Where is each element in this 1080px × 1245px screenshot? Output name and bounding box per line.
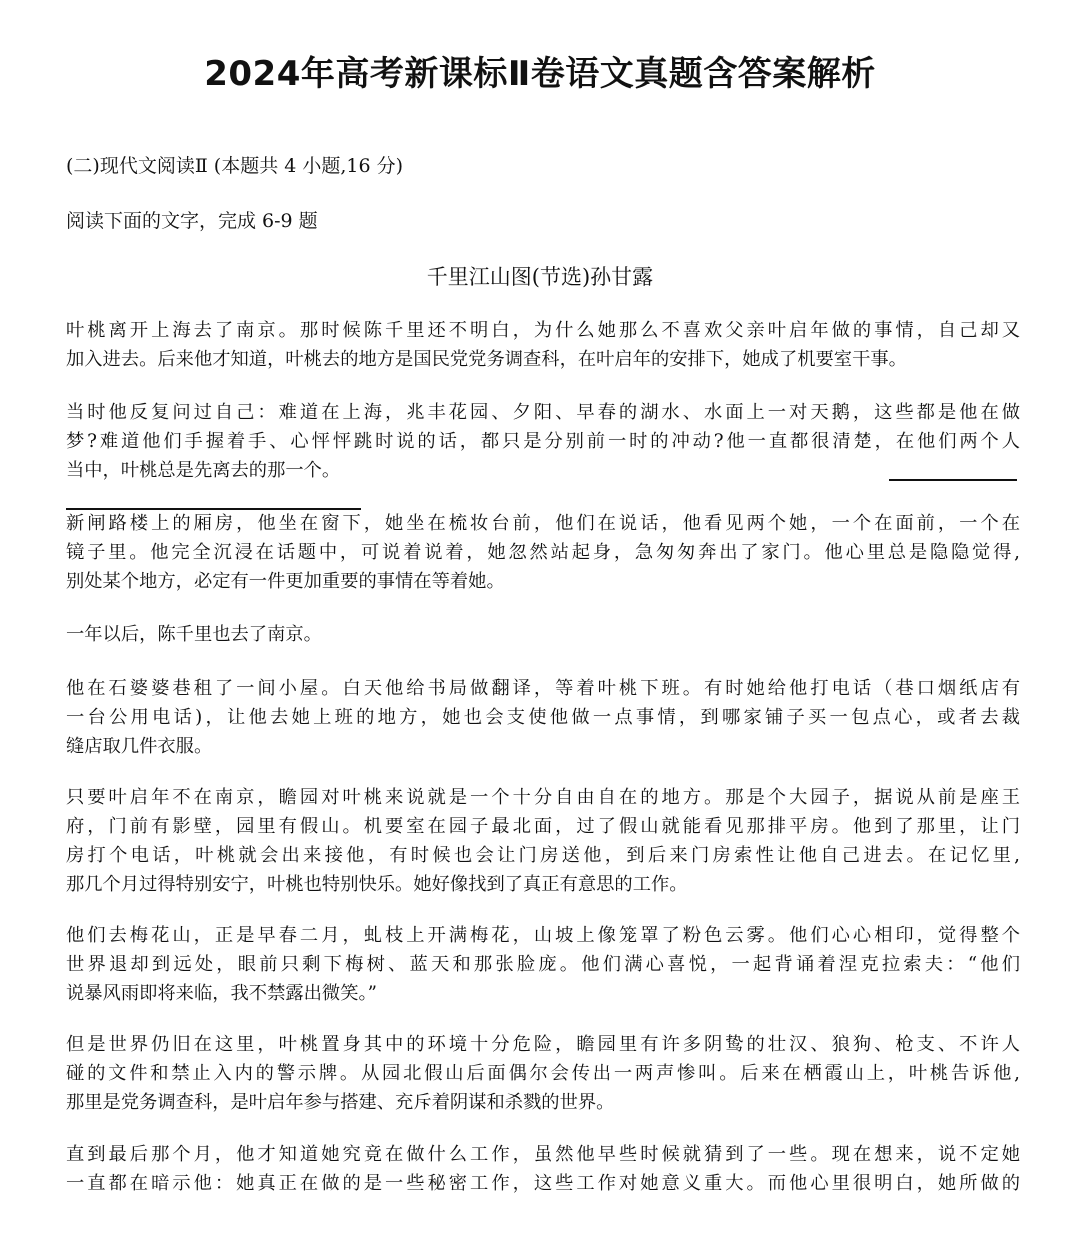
- paragraph-4: [66, 620, 1020, 649]
- paragraph-5: [66, 674, 1020, 761]
- paragraph-line: 当中，叶桃总是先离去的那一个。: [66, 460, 341, 481]
- paragraph-line: 一年以后，陈千里也去了南京。: [66, 624, 322, 645]
- paragraph-line: 梦?难道他们手握着手、心怦怦跳时说的话，都只是分别前一时的冲动?他一直都很清楚，在他们两个人: [66, 431, 1020, 452]
- paragraph-line: 一直都在暗示他：她真正在做的是一些秘密工作，这些工作对她意义重大。而他心里很明白，她所做的: [66, 1173, 1020, 1194]
- paragraph-line: 叶桃离开上海去了南京。那时候陈千里还不明白，为什么她那么不喜欢父亲叶启年做的事情，自己却又: [66, 320, 1020, 341]
- paragraph-line: 那里是党务调查科，是叶启年参与搭建、充斥着阴谋和杀戮的世界。: [66, 1092, 615, 1113]
- paragraph-line: 镜子里。他完全沉浸在话题中，可说着说着，她忽然站起身，急匆匆奔出了家门。他心里总是隐隐觉得,: [66, 542, 1020, 563]
- paragraph-line: 世界退却到远处，眼前只剩下梅树、蓝天和那张脸庞。他们满心喜悦，一起背诵着涅克拉索夫：“他们: [66, 954, 1020, 975]
- paragraph-line: 加入进去。后来他才知道，叶桃去的地方是国民党党务调查科，在叶启年的安排下，她成了机要室干事。: [66, 349, 907, 370]
- paragraph-1: [66, 316, 1020, 374]
- paragraph-line: 那几个月过得特别安宁，叶桃也特别快乐。她好像找到了真正有意思的工作。: [66, 874, 688, 895]
- paragraph-line: 但是世界仍旧在这里，叶桃置身其中的环境十分危险，瞻园里有许多阴鸷的壮汉、狼狗、枪支、不许人: [66, 1034, 1020, 1055]
- paragraph-3: [66, 509, 1020, 596]
- paragraph-line: 说暴风雨即将来临，我不禁露出微笑。”: [66, 983, 377, 1004]
- reading-instruction: 阅读下面的文字，完成 6-9 题: [66, 210, 318, 232]
- paragraph-line: 一台公用电话)，让他去她上班的地方，她也会支使他做一点事情，到哪家铺子买一包点心，或者去裁: [66, 707, 1020, 728]
- document-title: 2024年高考新课标Ⅱ卷语文真题含答案解析: [204, 54, 876, 94]
- section-heading: (二)现代文阅读Ⅱ (本题共 4 小题,16 分): [66, 155, 404, 177]
- paragraph-line: 他在石婆婆巷租了一间小屋。白天他给书局做翻译，等着叶桃下班。有时她给他打电话（巷口烟纸店有: [66, 678, 1020, 699]
- paragraph-line: 当时他反复问过自己：难道在上海，兆丰花园、夕阳、早春的湖水、水面上一对天鹅，这些都是他在做: [66, 402, 1020, 423]
- paragraph-line: 碰的文件和禁止入内的警示牌。从园北假山后面偶尔会传出一两声惨叫。后来在栖霞山上，叶桃告诉他,: [66, 1063, 1020, 1084]
- paragraph-8: [66, 1030, 1020, 1117]
- blank-underline-right: [889, 479, 1017, 481]
- paragraph-2: [66, 398, 1020, 485]
- paragraph-6: [66, 783, 1020, 899]
- paragraph-line: 只要叶启年不在南京，瞻园对叶桃来说就是一个十分自由自在的地方。那是个大园子，据说从前是座王: [66, 787, 1020, 808]
- paragraph-line: 他们去梅花山，正是早春二月，虬枝上开满梅花，山坡上像笼罩了粉色云雾。他们心心相印，觉得整个: [66, 925, 1020, 946]
- paragraph-9: [66, 1140, 1020, 1198]
- paragraph-line: 房打个电话，叶桃就会出来接他，有时候也会让门房送他，到后来门房索性让他自己进去。在记忆里,: [66, 845, 1020, 866]
- paragraph-line: 缝店取几件衣服。: [66, 736, 213, 757]
- paragraph-line: 别处某个地方，必定有一件更加重要的事情在等着她。: [66, 571, 505, 592]
- paragraph-7: [66, 921, 1020, 1008]
- passage-title: 千里江山图(节选)孙甘露: [426, 265, 654, 289]
- paragraph-line: 直到最后那个月，他才知道她究竟在做什么工作，虽然他早些时候就猜到了一些。现在想来，说不定她: [66, 1144, 1020, 1165]
- paragraph-line: 府，门前有影壁，园里有假山。机要室在园子最北面，过了假山就能看见那排平房。他到了那里，让门: [66, 816, 1020, 837]
- paragraph-line: 新闸路楼上的厢房，他坐在窗下，她坐在梳妆台前，他们在说话，他看见两个她，一个在面前，一个在: [66, 513, 1020, 534]
